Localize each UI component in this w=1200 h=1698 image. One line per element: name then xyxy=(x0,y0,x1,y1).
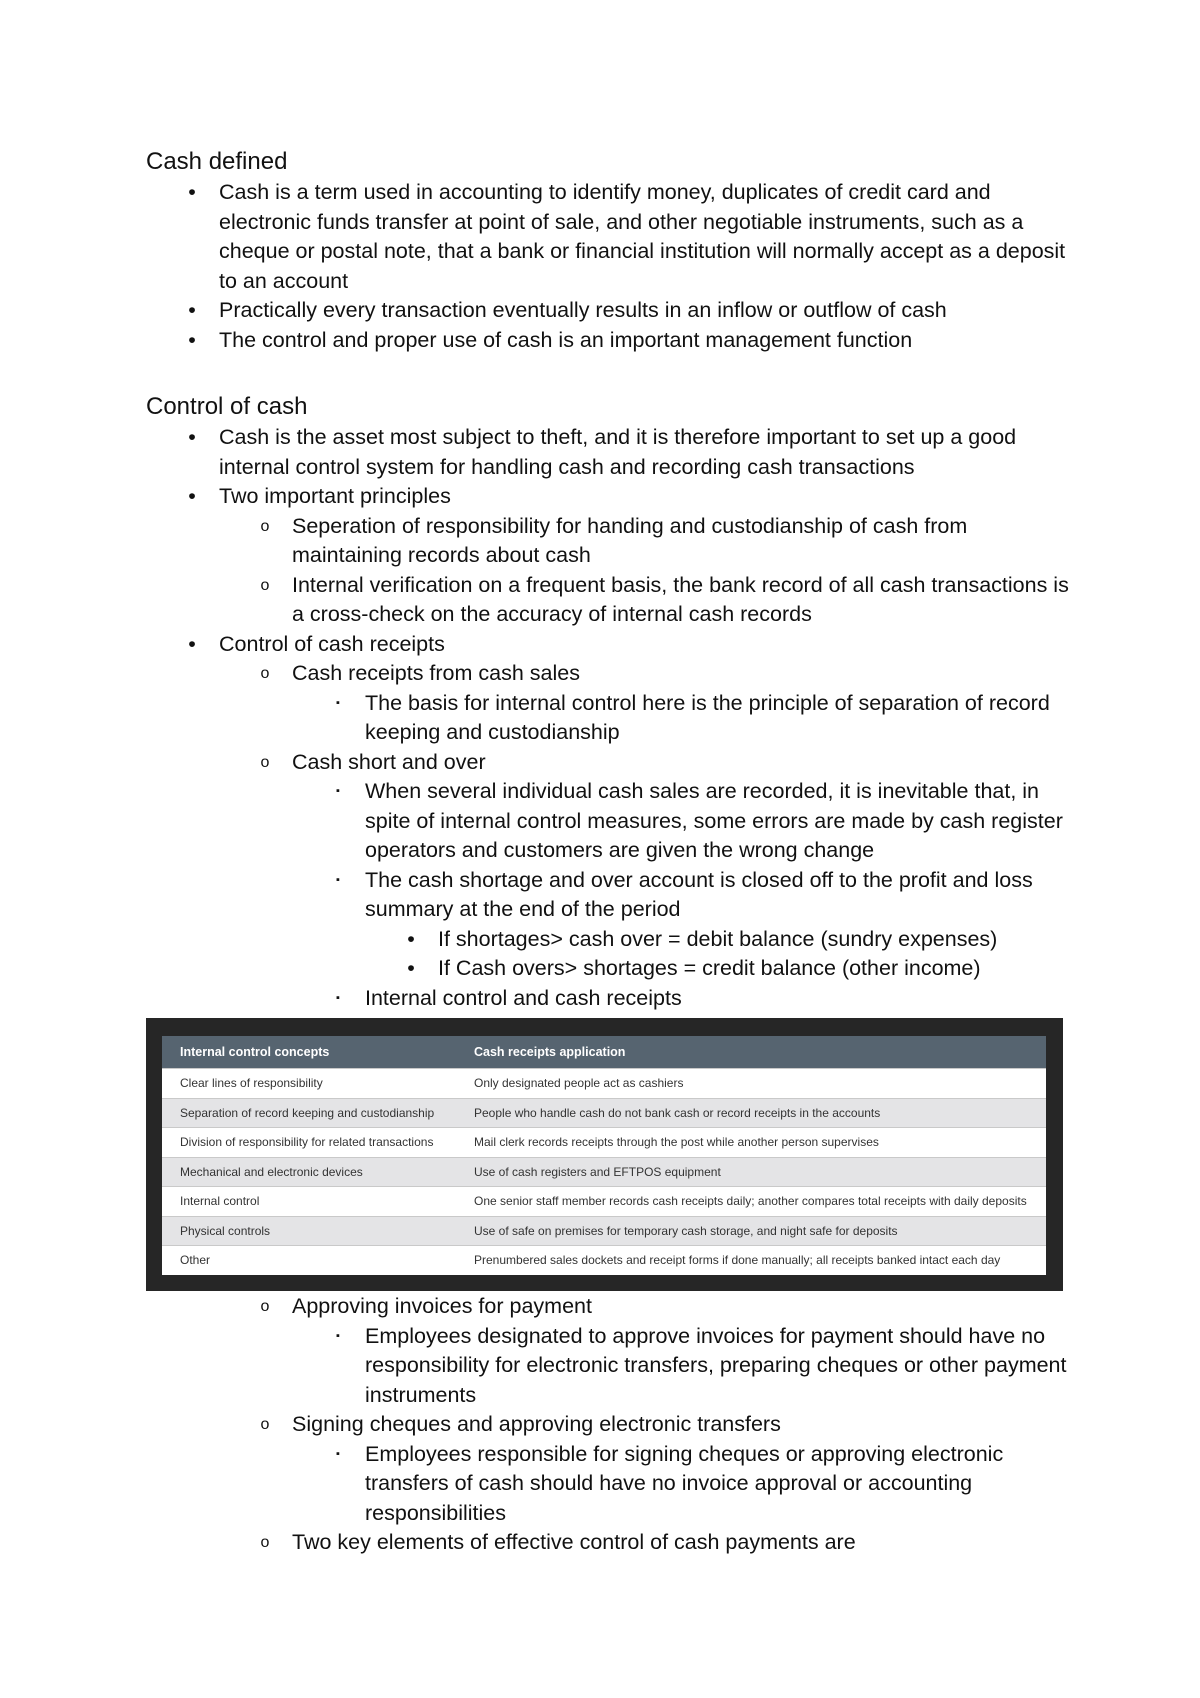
document-content xyxy=(146,146,1076,1013)
table-cell: Mail clerk records receipts through the post while another person supervises xyxy=(456,1128,1046,1158)
list-item xyxy=(219,1410,1076,1528)
list-item xyxy=(292,689,1076,748)
list-item xyxy=(292,777,1076,866)
nested-list xyxy=(292,1440,1076,1529)
list-item-text: Cash receipts from cash sales xyxy=(292,661,580,685)
list-item xyxy=(146,630,1076,1014)
square-bullet-icon: ▪ xyxy=(336,873,340,886)
list-item-text: Practically every transaction eventually results in an inflow or outflow of cash xyxy=(219,298,947,322)
list-item-wrapper xyxy=(146,1292,1076,1558)
table-row xyxy=(162,1246,1046,1275)
list-item xyxy=(219,748,1076,1014)
list-item-text: Internal verification on a frequent basis, the bank record of all cash transactions is a cross-check on the accuracy of internal cash records xyxy=(292,572,1069,626)
document-content-continued xyxy=(146,1292,1076,1558)
list-item-text: The basis for internal control here is the principle of separation of record keeping and custodianship xyxy=(365,690,1050,744)
table-cell: Clear lines of responsibility xyxy=(162,1069,456,1099)
list-item-text: Approving invoices for payment xyxy=(292,1294,592,1318)
table-cell: Separation of record keeping and custodianship xyxy=(162,1098,456,1128)
nested-list xyxy=(292,689,1076,748)
nested-list xyxy=(292,777,1076,1013)
list-item-text: If Cash overs> shortages = credit balance (other income) xyxy=(438,956,981,980)
square-bullet-icon: ▪ xyxy=(336,1447,340,1460)
heading-cash-defined: Cash defined xyxy=(146,148,288,175)
table-row xyxy=(162,1216,1046,1246)
table-row xyxy=(162,1157,1046,1187)
list-item xyxy=(365,925,1076,955)
list-item xyxy=(219,571,1076,630)
list-item-text: Internal control and cash receipts xyxy=(365,985,682,1010)
list-item xyxy=(219,659,1076,748)
table-header-cell: Cash receipts application xyxy=(456,1036,1046,1069)
table-cell: Division of responsibility for related transactions xyxy=(162,1128,456,1158)
table-header-row xyxy=(162,1036,1046,1069)
square-bullet-icon: ▪ xyxy=(336,991,340,1004)
circle-bullet-icon: o xyxy=(260,665,270,682)
list-item xyxy=(365,954,1076,984)
square-bullet-icon: ▪ xyxy=(336,785,340,797)
list-item-text: Two important principles xyxy=(219,484,451,508)
list-item-text: Seperation of responsibility for handing and custodianship of cash from maintaining records about cash xyxy=(292,513,968,567)
nested-list xyxy=(292,1322,1076,1411)
continued-list xyxy=(146,1292,1076,1558)
table-cell: Other xyxy=(162,1246,456,1275)
list-item xyxy=(292,984,1076,1014)
list-item-text: The control and proper use of cash is an important management function xyxy=(219,327,913,352)
list-item xyxy=(146,326,1076,356)
list-item-text: Two key elements of effective control of cash payments are xyxy=(292,1530,856,1554)
bullet-icon: • xyxy=(188,484,196,508)
nested-list xyxy=(365,925,1076,984)
table-cell: Use of safe on premises for temporary cash storage, and night safe for deposits xyxy=(456,1216,1046,1246)
list-item xyxy=(146,178,1076,296)
list-item xyxy=(146,423,1076,482)
bullet-icon: • xyxy=(188,327,196,352)
circle-bullet-icon: o xyxy=(260,1416,270,1433)
bullet-icon: • xyxy=(407,926,415,951)
list-item-text: Control of cash receipts xyxy=(219,631,445,656)
table-cell: Physical controls xyxy=(162,1216,456,1246)
table-cell: Only designated people act as cashiers xyxy=(456,1069,1046,1099)
list-item-text: The cash shortage and over account is closed off to the profit and loss summary at the end of the period xyxy=(365,867,1033,921)
internal-control-table-figure xyxy=(146,1018,1063,1291)
nested-list xyxy=(219,1292,1076,1558)
list-item-text: If shortages> cash over = debit balance (sundry expenses) xyxy=(438,926,998,951)
control-of-cash-list xyxy=(146,423,1076,1013)
list-item-text: Cash is the asset most subject to theft, and it is therefore important to set up a good internal control system for handling cash and recording cash transactions xyxy=(219,425,1017,479)
internal-control-table xyxy=(162,1036,1046,1275)
bullet-icon: • xyxy=(407,956,415,980)
list-item-text: Signing cheques and approving electronic transfers xyxy=(292,1412,781,1436)
cash-receipts-sublist xyxy=(219,659,1076,1013)
table-cell: Use of cash registers and EFTPOS equipment xyxy=(456,1157,1046,1187)
list-item xyxy=(219,1528,1076,1558)
bullet-icon: • xyxy=(188,631,196,656)
square-bullet-icon: ▪ xyxy=(336,696,340,709)
list-item-text: When several individual cash sales are recorded, it is inevitable that, in spite of internal control measures, some errors are made by cash register operators and customers are given the wrong change xyxy=(365,779,1063,862)
list-item xyxy=(292,866,1076,984)
table-cell: Mechanical and electronic devices xyxy=(162,1157,456,1187)
bullet-icon: • xyxy=(188,180,196,204)
table-cell: People who handle cash do not bank cash or record receipts in the accounts xyxy=(456,1098,1046,1128)
bullet-icon: • xyxy=(188,425,196,449)
principles-sublist xyxy=(219,512,1076,630)
list-item-text: Cash short and over xyxy=(292,749,486,774)
circle-bullet-icon: o xyxy=(260,1298,270,1315)
list-item xyxy=(219,512,1076,571)
table-row xyxy=(162,1128,1046,1158)
table-row xyxy=(162,1069,1046,1099)
list-item xyxy=(292,1322,1076,1411)
table-cell: One senior staff member records cash receipts daily; another compares total receipts with daily deposits xyxy=(456,1187,1046,1217)
table-row xyxy=(162,1098,1046,1128)
circle-bullet-icon: o xyxy=(260,517,270,535)
list-item xyxy=(146,482,1076,630)
table-cell: Internal control xyxy=(162,1187,456,1217)
list-item xyxy=(146,296,1076,326)
table-header-cell: Internal control concepts xyxy=(162,1036,456,1069)
table-row xyxy=(162,1187,1046,1217)
circle-bullet-icon: o xyxy=(260,753,270,771)
list-item xyxy=(219,1292,1076,1410)
list-item-text: Employees responsible for signing cheques or approving electronic transfers of cash should have no invoice approval or accounting responsibilities xyxy=(365,1441,1004,1525)
list-item-text: Cash is a term used in accounting to identify money, duplicates of credit card and electronic funds transfer at point of sale, and other negotiable instruments, such as a cheque or postal note, that a bank or financial institution will normally accept as a deposit to an account xyxy=(219,180,1066,293)
cash-defined-list xyxy=(146,178,1076,355)
circle-bullet-icon: o xyxy=(260,576,270,594)
list-item-text: Employees designated to approve invoices for payment should have no responsibility for electronic transfers, preparing cheques or other payment instruments xyxy=(365,1323,1067,1407)
heading-control-of-cash: Control of cash xyxy=(146,393,308,420)
square-bullet-icon: ▪ xyxy=(336,1329,340,1342)
table-cell: Prenumbered sales dockets and receipt forms if done manually; all receipts banked intact each day xyxy=(456,1246,1046,1275)
list-item xyxy=(292,1440,1076,1529)
circle-bullet-icon: o xyxy=(260,1534,270,1551)
bullet-icon: • xyxy=(188,298,196,322)
